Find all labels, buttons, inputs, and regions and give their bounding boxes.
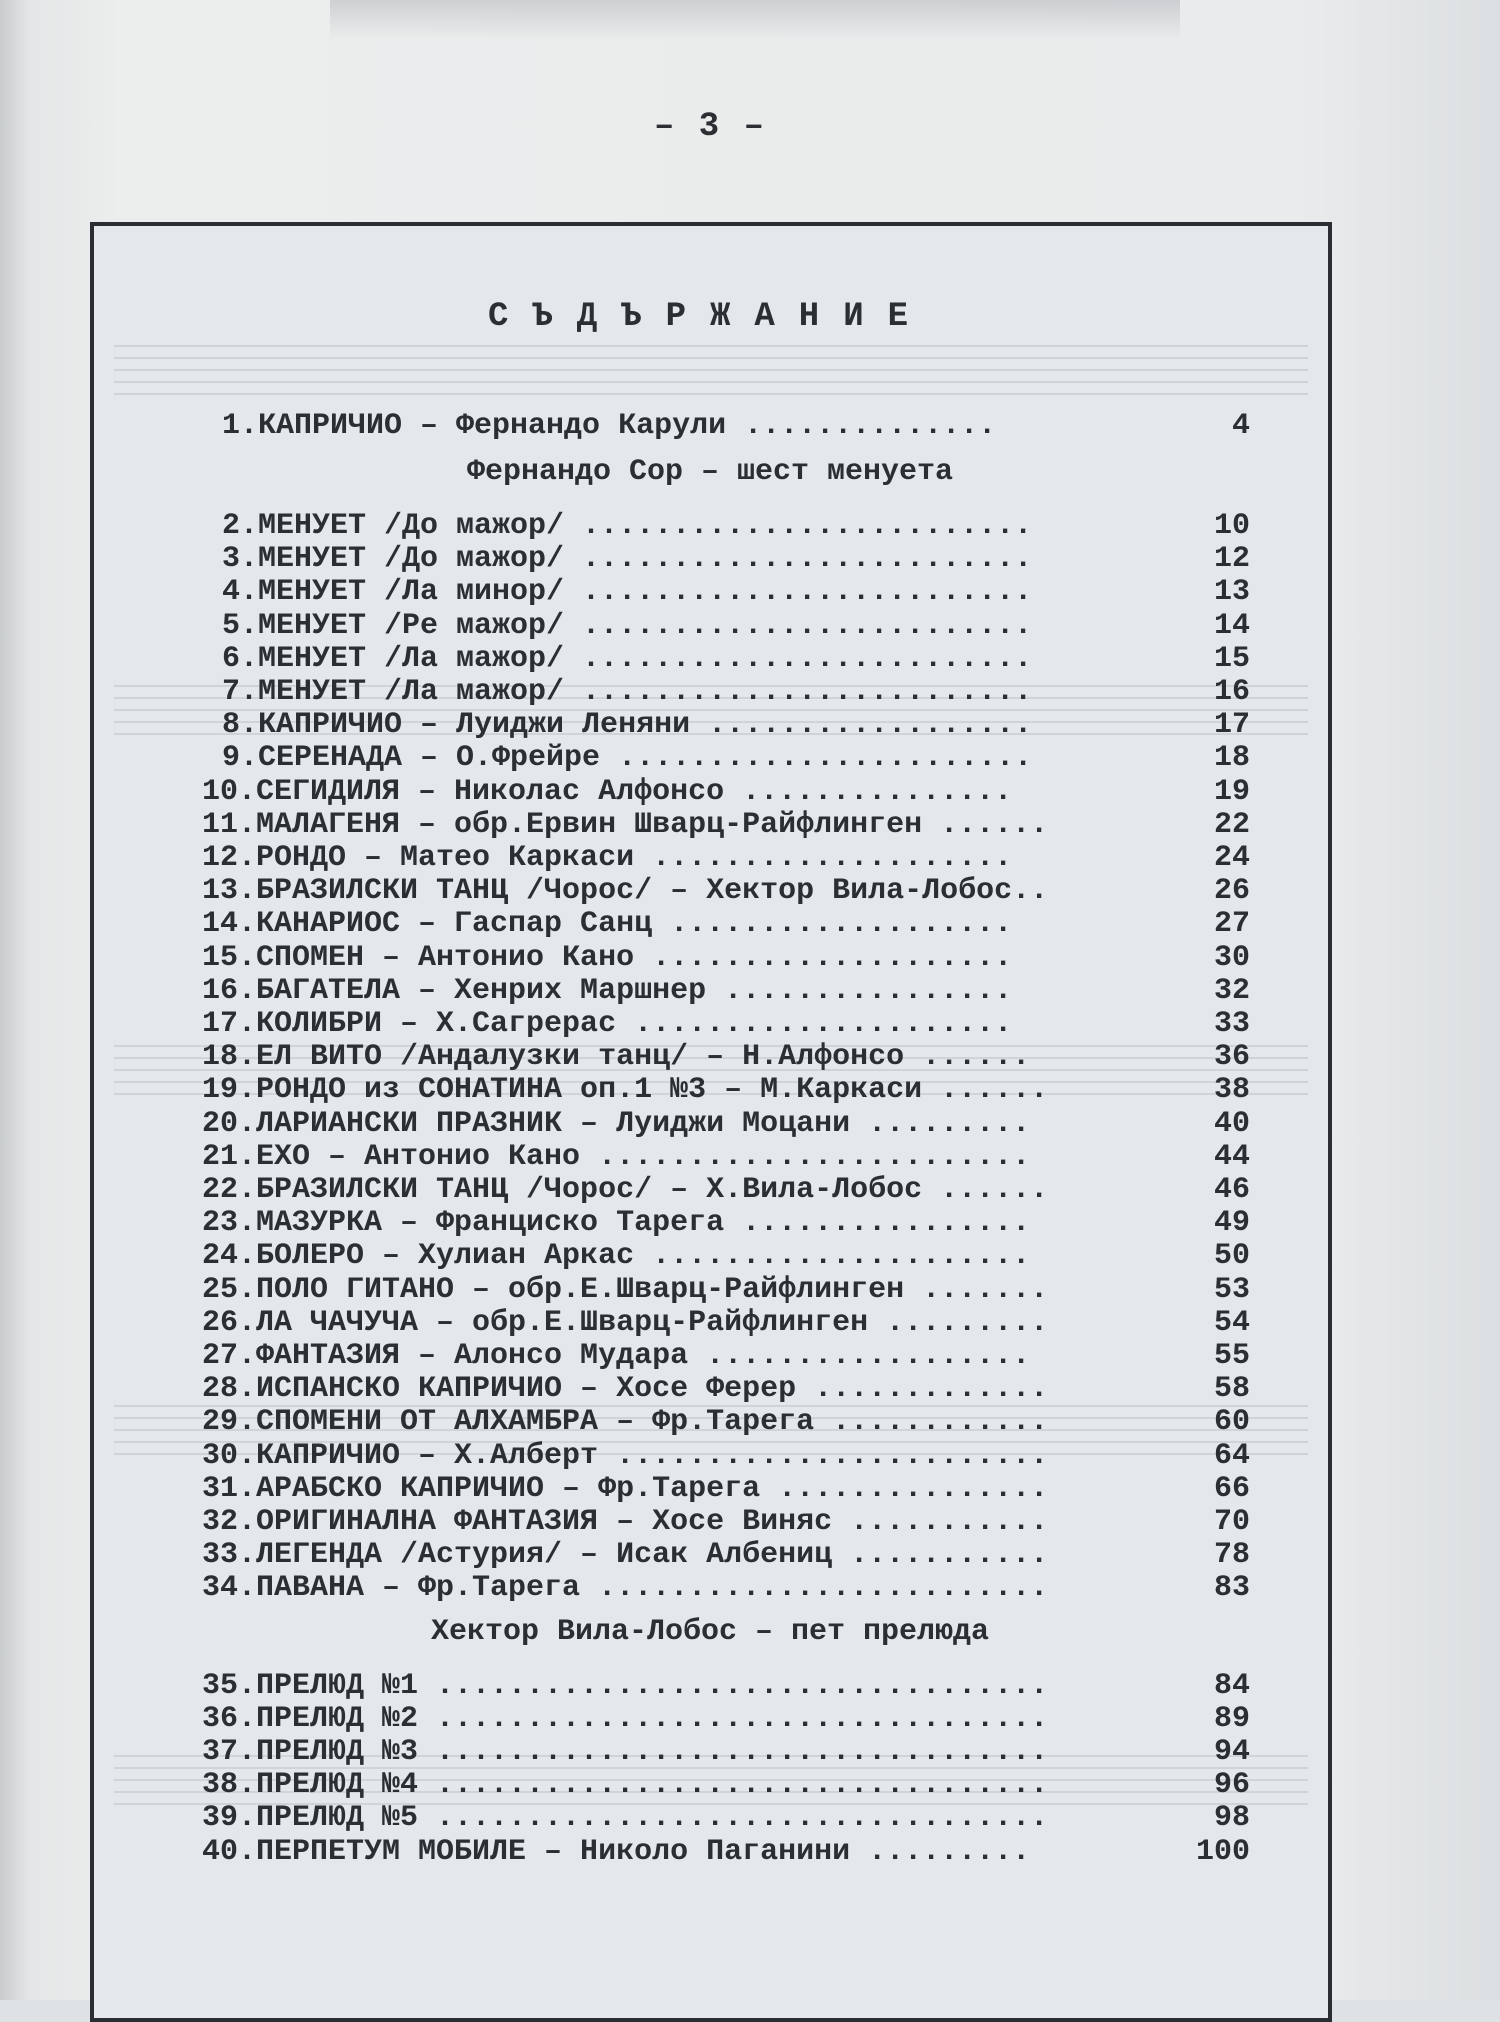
toc-entry-page: 38 <box>1213 1073 1250 1108</box>
toc-entry-title: 34.ПАВАНА – Фр.Тарега ......................... <box>202 1571 1049 1606</box>
toc-entry <box>222 543 1032 575</box>
toc-entry <box>202 1769 1048 1801</box>
toc-entry-title: 5.МЕНУЕТ /Ре мажор/ ......................... <box>222 608 1033 643</box>
toc-entry-page: 70 <box>1213 1505 1250 1539</box>
toc-entry-title: 30.КАПРИЧИО – Х.Алберт ........................ <box>202 1438 1049 1473</box>
toc-entry-page: 49 <box>1213 1206 1250 1241</box>
toc-entry-page: 33 <box>1213 1007 1250 1041</box>
toc-entry-page: 13 <box>1213 575 1250 610</box>
toc-entry-page: 36 <box>1213 1040 1250 1075</box>
toc-entry <box>202 908 1012 940</box>
toc-entry-title: 1.КАПРИЧИО – Фернандо Карули .............. <box>222 409 997 443</box>
toc-entry-page: 53 <box>1213 1272 1250 1307</box>
toc-entry-title: 19.РОНДО из СОНАТИНА оп.1 №3 – М.Каркаси ...... <box>202 1073 1049 1108</box>
toc-entry <box>222 610 1032 642</box>
toc-entry-title: 10.СЕГИДИЛЯ – Николас Алфонсо ............... <box>202 774 1013 809</box>
toc-entry <box>222 510 1032 542</box>
toc-entry-page: 26 <box>1213 874 1250 909</box>
toc-entry <box>222 576 1032 608</box>
toc-entry-title: 31.АРАБСКО КАПРИЧИО – Фр.Тарега ............... <box>202 1471 1049 1506</box>
toc-entry-title: 6.МЕНУЕТ /Ла мажор/ ......................... <box>222 641 1033 676</box>
toc-entry-page: 16 <box>1213 675 1250 709</box>
toc-entry-title: 25.ПОЛО ГИТАНО – обр.Е.Шварц-Райфлинген ....... <box>202 1272 1049 1307</box>
toc-entry-page: 32 <box>1213 973 1250 1008</box>
toc-entry <box>202 1736 1048 1768</box>
section-heading: Хектор Вила-Лобос – пет прелюда <box>430 1614 990 1649</box>
toc-entry <box>222 410 996 442</box>
toc-entry-page: 10 <box>1213 509 1250 543</box>
toc-entry <box>202 1406 1048 1438</box>
toc-entry <box>202 1340 1030 1372</box>
toc-entry <box>202 1506 1048 1538</box>
toc-entry-page: 84 <box>1213 1668 1250 1703</box>
toc-entry <box>202 1008 1012 1040</box>
toc-entry-title: 9.СЕРЕНАДА – О.Фрейре ....................... <box>222 741 1033 776</box>
toc-entry-title: 23.МАЗУРКА – Франциско Тарега ................ <box>202 1206 1031 1241</box>
toc-entry-title: 35.ПРЕЛЮД №1 .................................. <box>202 1668 1049 1703</box>
toc-entry <box>202 1307 1048 1339</box>
toc-entry-title: 26.ЛА ЧАЧУЧА – обр.Е.Шварц-Райфлинген ......... <box>202 1305 1049 1340</box>
toc-entry <box>202 1836 1030 1868</box>
toc-entry <box>202 1041 1030 1073</box>
toc-entry-title: 11.МАЛАГЕНЯ – обр.Ервин Шварц-Райфлинген ...... <box>202 807 1049 842</box>
toc-entry-title: 21.ЕХО – Антонио Кано ........................ <box>202 1139 1031 1174</box>
toc-entry-page: 55 <box>1213 1339 1250 1373</box>
toc-entry-page: 44 <box>1213 1139 1250 1174</box>
toc-entry <box>202 809 1048 841</box>
toc-entry-title: 28.ИСПАНСКО КАПРИЧИО – Хосе Ферер ............. <box>202 1372 1049 1407</box>
contents-title: СЪДЪРЖАНИЕ <box>487 298 933 336</box>
toc-entry-title: 14.КАНАРИОС – Гаспар Санц ................... <box>202 907 1013 942</box>
toc-entry <box>202 1802 1048 1834</box>
toc-entry-title: 38.ПРЕЛЮД №4 .................................. <box>202 1768 1049 1803</box>
toc-entry-title: 16.БАГАТЕЛА – Хенрих Маршнер ................ <box>202 973 1013 1008</box>
toc-entry <box>222 676 1032 708</box>
toc-entry-title: 33.ЛЕГЕНДА /Астурия/ – Исак Албениц ........... <box>202 1538 1049 1573</box>
toc-entry-page: 96 <box>1213 1768 1250 1803</box>
toc-entry-title: 24.БОЛЕРО – Хулиан Аркас ..................... <box>202 1239 1031 1274</box>
toc-entry-title: 22.БРАЗИЛСКИ ТАНЦ /Чорос/ – Х.Вила-Лобос ...... <box>202 1173 1049 1207</box>
toc-entry <box>202 1207 1030 1239</box>
toc-entry-title: 20.ЛАРИАНСКИ ПРАЗНИК – Луиджи Моцани ......... <box>202 1106 1031 1141</box>
toc-entry-page: 98 <box>1213 1801 1250 1836</box>
toc-entry-page: 58 <box>1213 1372 1250 1407</box>
toc-entry-title: 18.ЕЛ ВИТО /Андалузки танц/ – Н.Алфонсо ...... <box>202 1040 1031 1075</box>
toc-entry <box>202 1174 1048 1206</box>
toc-entry-page: 60 <box>1213 1405 1250 1440</box>
toc-entry-page: 14 <box>1213 608 1250 643</box>
section-heading: Фернандо Сор – шест менуета <box>466 455 954 489</box>
toc-entry-title: 4.МЕНУЕТ /Ла минор/ ......................... <box>222 575 1033 610</box>
toc-entry-title: 27.ФАНТАЗИЯ – Алонсо Мудара .................. <box>202 1339 1031 1373</box>
toc-entry-page: 94 <box>1213 1735 1250 1769</box>
toc-entry-page: 54 <box>1213 1305 1250 1340</box>
toc-entry-page: 15 <box>1213 641 1250 676</box>
page-number: – 3 – <box>653 108 767 146</box>
toc-entry-page: 100 <box>1195 1834 1250 1869</box>
toc-entry-page: 78 <box>1213 1538 1250 1573</box>
toc-entry-title: 40.ПЕРПЕТУМ МОБИЛЕ – Николо Паганини ......... <box>202 1834 1031 1869</box>
toc-entry-page: 66 <box>1213 1471 1250 1506</box>
toc-entry-title: 15.СПОМЕН – Антонио Кано .................... <box>202 940 1013 975</box>
toc-entry-title: 12.РОНДО – Матео Каркаси .................... <box>202 841 1013 875</box>
toc-entry-page: 24 <box>1213 841 1250 875</box>
toc-entry-title: 2.МЕНУЕТ /До мажор/ ......................... <box>222 509 1033 543</box>
toc-entry-page: 83 <box>1213 1571 1250 1606</box>
toc-entry-title: 17.КОЛИБРИ – Х.Сагрерас ..................... <box>202 1007 1013 1041</box>
toc-entry-page: 50 <box>1213 1239 1250 1274</box>
toc-entry-page: 30 <box>1213 940 1250 975</box>
toc-entry-page: 64 <box>1213 1438 1250 1473</box>
toc-entry-title: 13.БРАЗИЛСКИ ТАНЦ /Чорос/ – Хектор Вила-Лобос.. <box>202 874 1049 909</box>
toc-entry-title: 8.КАПРИЧИО – Луиджи Леняни .................. <box>222 708 1033 743</box>
toc-entry-page: 22 <box>1213 807 1250 842</box>
toc-entry-page: 46 <box>1213 1173 1250 1207</box>
toc-entry-title: 32.ОРИГИНАЛНА ФАНТАЗИЯ – Хосе Виняс ........... <box>202 1505 1049 1539</box>
toc-entry-page: 12 <box>1213 542 1250 577</box>
toc-entry-title: 36.ПРЕЛЮД №2 .................................. <box>202 1701 1049 1736</box>
toc-entry <box>202 1141 1030 1173</box>
toc-entry-page: 17 <box>1213 708 1250 743</box>
toc-entry <box>202 1703 1048 1735</box>
toc-entry <box>202 1108 1030 1140</box>
toc-entry-title: 7.МЕНУЕТ /Ла мажор/ ......................... <box>222 675 1033 709</box>
toc-entry <box>202 842 1012 874</box>
toc-entry <box>202 1074 1048 1106</box>
toc-entry-page: 18 <box>1213 741 1250 776</box>
toc-entry <box>202 776 1012 808</box>
page-shadow <box>330 0 1180 40</box>
toc-entry <box>202 975 1012 1007</box>
toc-entry <box>202 1240 1030 1272</box>
toc-entry-title: 37.ПРЕЛЮД №3 .................................. <box>202 1735 1049 1769</box>
toc-entry-page: 4 <box>1231 409 1250 443</box>
toc-entry-title: 3.МЕНУЕТ /До мажор/ ......................... <box>222 542 1033 577</box>
toc-entry <box>222 742 1032 774</box>
toc-entry <box>202 1373 1048 1405</box>
toc-entry-title: 39.ПРЕЛЮД №5 .................................. <box>202 1801 1049 1836</box>
toc-entry-title: 29.СПОМЕНИ ОТ АЛХАМБРА – Фр.Тарега ............ <box>202 1405 1049 1440</box>
toc-entry-page: 19 <box>1213 774 1250 809</box>
toc-entry <box>222 709 1032 741</box>
toc-entry <box>202 1670 1048 1702</box>
toc-entry <box>222 643 1032 675</box>
toc-entry <box>202 1440 1048 1472</box>
toc-entry <box>202 1473 1048 1505</box>
toc-entry <box>202 1539 1048 1571</box>
toc-entry <box>202 875 1048 907</box>
toc-entry-page: 27 <box>1213 907 1250 942</box>
toc-entry <box>202 1274 1048 1306</box>
toc-entry-page: 40 <box>1213 1106 1250 1141</box>
toc-entry <box>202 942 1012 974</box>
toc-entry-page: 89 <box>1213 1701 1250 1736</box>
toc-entry <box>202 1572 1048 1604</box>
